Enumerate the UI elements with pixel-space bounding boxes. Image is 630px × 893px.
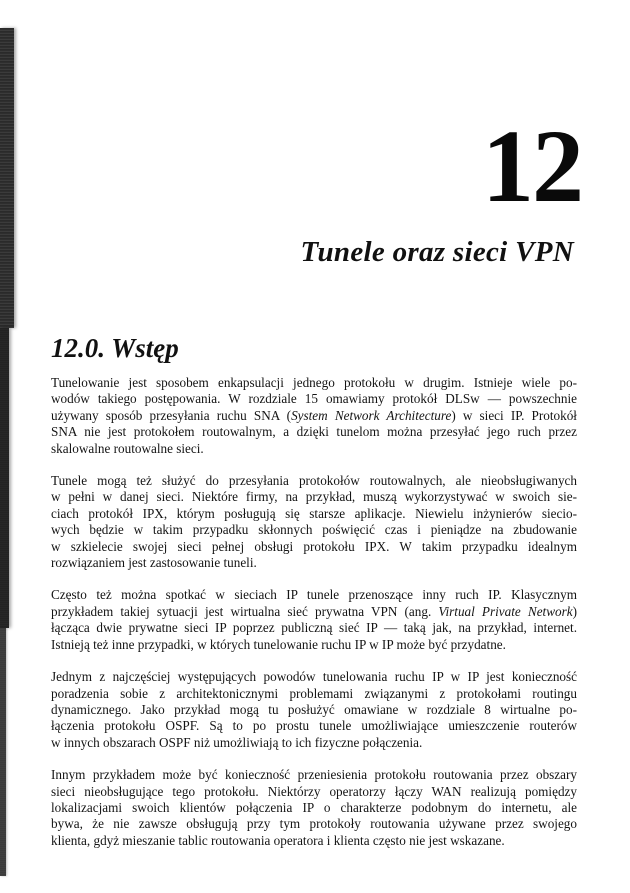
text-line: wodów takiego postępowania. W rozdziale 15 omawiamy protokół DLSw — powszechnie [51, 391, 577, 407]
text-line: przykładem takiej sytuacji jest wirtualna sieć prywatna VPN (ang. Virtual Private Network) [51, 603, 577, 619]
text-line: Często też można spotkać w sieciach IP tunele przenoszące inny ruch IP. Klasycznym [51, 587, 577, 603]
text-line: SNA nie jest protokołem routowalnym, a dzięki tunelom można przesyłać jego ruch przez [51, 424, 577, 440]
text-line: Tunele mogą też służyć do przesyłania protokołów routowalnych, ale nieobsługiwanych [51, 473, 577, 489]
text-line: Istnieją też inne przypadki, w których tunelowanie ruchu IP w IP może być przydatne. [51, 636, 506, 652]
binding-shadow-middle [0, 328, 9, 628]
text-line: Tunelowanie jest sposobem enkapsulacji jednego protokołu w drugim. Istnieje wiele po- [51, 375, 577, 390]
text-line: łączenia protokołu OSPF. Są to po prostu tunele umożliwiające umieszczenie routerów [51, 718, 577, 734]
paragraph-1 [51, 375, 577, 457]
paragraph-5 [51, 767, 577, 849]
text-line: poradzenia sobie z architektonicznymi problemami związanymi z protokołami routingu [51, 685, 577, 701]
section-heading: 12.0. Wstęp [51, 333, 179, 363]
text-line: dynamicznego. Jako przykład mogą tu posłużyć omawiane w rozdziale 8 wirtualne po- [51, 701, 577, 717]
text-line: wych będzie w takim przypadku skłonnych poświęcić czas i pieniądze na zbudowanie [51, 522, 577, 538]
paragraph-3 [51, 587, 577, 653]
paragraph-2 [51, 473, 577, 571]
text-line: bywa, że nie zawsze obsługują przy tym protokoły routowania używane przez swojego [51, 816, 577, 832]
text-line: klienta, gdyż mieszanie tablic routowania operatora i klienta często nie jest wskazane. [51, 832, 505, 848]
text-line: w pełni w danej sieci. Niektóre firmy, na przykład, muszą wykorzystywać w swoich sie- [51, 489, 577, 505]
text-line: ciach protokół IPX, którym posługują się starsze aplikacje. Niewielu inżynierów siecio- [51, 505, 577, 521]
text-line: skalowalne routowalne sieci. [51, 440, 204, 456]
chapter-title: Tunele oraz sieci VPN [300, 236, 574, 268]
text-line: sieci nieobsługujące tego protokołu. Niektórzy operatorzy łączy WAN realizują pomiędzy [51, 783, 577, 799]
italic-term: System Network Architecture [291, 407, 452, 423]
text-line: w innych obszarach OSPF niż umożliwiają to ich fizyczne połączenia. [51, 734, 423, 750]
text-line: lokalizacjami swoich klientów połączenia IP o charakterze podobnym do internetu, ale [51, 799, 577, 815]
text-line: używany sposób przesyłania ruchu SNA (System Network Architecture) w sieci IP. Protokół [51, 407, 577, 423]
text-line: łącząca dwie prywatne sieci IP poprzez publiczną sieć IP — taką jak, na przykład, internet. [51, 620, 577, 636]
italic-term: Virtual Private Network [438, 603, 573, 619]
text-line: rozwiązaniem jest zastosowanie tuneli. [51, 555, 257, 571]
binding-shadow-top [0, 28, 14, 328]
chapter-number: 12 [482, 109, 582, 224]
text-line: Innym przykładem może być konieczność przeniesienia protokołu routowania przez obszary [51, 767, 577, 783]
text-line: Jednym z najczęściej występujących powodów tunelowania ruchu IP w IP jest konieczność [51, 669, 577, 685]
paragraph-4 [51, 669, 577, 751]
binding-shadow-bottom [0, 628, 6, 876]
text-line: w szkielecie swojej sieci pełnej obsługi protokołu IPX. W takim przypadku idealnym [51, 538, 577, 554]
body-text [51, 375, 577, 865]
